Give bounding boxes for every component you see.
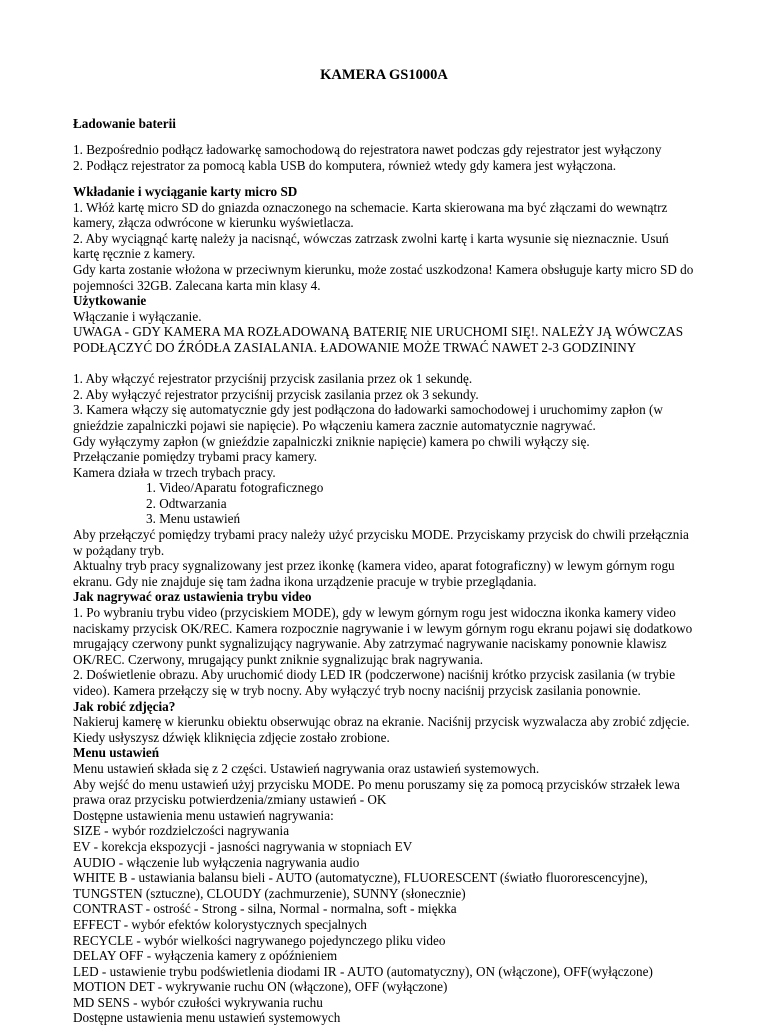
- power-paragraph: 3. Kamera włączy się automatycznie gdy jest podłączona do ładowarki samochodowej i uruchomimy zapłon (w gnieździe zapalniczki pojawi sie napięcie). Po włączeniu kamera zacznie automatycznie nagrywać.: [73, 402, 663, 433]
- power-paragraph: 1. Aby włączyć rejestrator przyciśnij przycisk zasilania przez ok 1 sekundę.: [73, 371, 473, 387]
- menu-setting: CONTRAST - ostrość - Strong - silna, Normal - normalna, soft - miękka: [73, 901, 457, 917]
- sd-paragraph: Gdy karta zostanie włożona w przeciwnym kierunku, może zostać uszkodzona! Kamera obsługuje karty micro SD do pojemności 32GB. Zalecana karta min klasy 4.: [73, 261, 694, 293]
- menu-heading: Menu ustawień: [73, 745, 160, 761]
- main-content: [73, 184, 698, 1026]
- charging-list: [73, 142, 698, 173]
- mode-list-item: 1. Video/Aparatu fotograficznego: [146, 480, 324, 496]
- menu-setting: MOTION DET - wykrywanie ruchu ON (włączone), OFF (wyłączone): [73, 979, 448, 995]
- power-paragraph: Aktualny tryb pracy sygnalizowany jest przez ikonkę (kamera video, aparat fotograficzny) w lewym górnym rogu ekranu. Gdy nie znajduje się tam żadna ikona urządzenie pracuje w trybie przeglądania.: [73, 558, 675, 589]
- charging-item: 1. Bezpośrednio podłącz ładowarkę samochodową do rejestratora nawet podczas gdy rejestrator jest wyłączony: [73, 142, 662, 157]
- usage-heading: Użytkowanie: [73, 293, 147, 309]
- mode-list-item: 3. Menu ustawień: [146, 511, 241, 527]
- menu-setting: LED - ustawienie trybu podświetlenia diodami IR - AUTO (automatyczny), ON (włączone), OFF(wyłączone): [73, 963, 653, 979]
- recording-paragraph: 1. Po wybraniu trybu video (przyciskiem MODE), gdy w lewym górnym rogu jest widoczna ikonka kamery video naciskamy przycisk OK/REC. Kamera rozpocznie nagrywanie i w lewym górnym rogu ekranu pojawi się dodatkowo mrugający czerwony punkt sygnalizujący nagrywanie. Aby zatrzymać nagrywanie naciskamy ponownie klawisz OK/REC. Czerwony, mrugający punkt zniknie sygnalizując brak nagrywania.: [73, 605, 693, 667]
- menu-setting: WHITE B - ustawiania balansu bieli - AUTO (automatyczne), FLUORESCENT (światło fluororescencyjne), TUNGSTEN (sztuczne), CLOUDY (zachmurzenie), SUNNY (słonecznie): [73, 870, 648, 901]
- power-paragraph: Aby przełączyć pomiędzy trybami pracy należy użyć przycisku MODE. Przyciskamy przycisk do chwili przełącznia w pożądany tryb.: [73, 527, 689, 558]
- recording-paragraph: 2. Doświetlenie obrazu. Aby uruchomić diody LED IR (podczerwone) naciśnij krótko przycisk zasilania (w trybie video). Kamera przełączy się w tryb nocny. Aby wyłączyć tryb nocny naciśnij przycisk zasilania ponownie.: [73, 667, 676, 698]
- photo-heading: Jak robić zdjęcia?: [73, 698, 176, 714]
- charging-item: 2. Podłącz rejestrator za pomocą kabla USB do komputera, również wtedy gdy kamera jest wyłączona.: [73, 157, 617, 173]
- menu-setting: DELAY OFF - wyłączenia kamery z opóźnieniem: [73, 948, 338, 964]
- menu-setting: EFFECT - wybór efektów kolorystycznych specjalnych: [73, 916, 367, 932]
- menu-setting: RECYCLE - wybór wielkości nagrywanego pojedynczego pliku video: [73, 932, 446, 948]
- menu-paragraph: Dostępne ustawienia menu ustawień systemowych: [73, 1010, 341, 1026]
- power-paragraph: Kamera działa w trzech trybach pracy.: [73, 464, 276, 480]
- menu-paragraph: Aby wejść do menu ustawień użyj przycisku MODE. Po menu poruszamy się za pomocą przycisków strzałek lewa prawa oraz przycisku potwierdzenia/zmiany ustawień - OK: [73, 776, 680, 808]
- menu-setting: MD SENS - wybór czułości wykrywania ruchu: [73, 994, 323, 1010]
- photo-paragraph: Nakieruj kamerę w kierunku obiektu obserwując obraz na ekranie. Naciśnij przycisk wyzwalacza aby zrobić zdjęcie.: [73, 714, 690, 730]
- menu-setting: EV - korekcja ekspozycji - jasności nagrywania w stopniach EV: [73, 838, 413, 854]
- menu-paragraph: Dostępne ustawienia menu ustawień nagrywania:: [73, 807, 334, 823]
- charging-heading: Ładowanie baterii: [73, 116, 176, 131]
- mode-list-item: 2. Odtwarzania: [146, 495, 227, 511]
- document-title: KAMERA GS1000A: [320, 67, 448, 83]
- sd-paragraph: 1. Włóż kartę micro SD do gniazda oznaczonego na schemacie. Karta skierowana ma być złączami do wewnątrz kamery, złącza odwrócone w kierunku wyświetlacza.: [73, 199, 668, 231]
- photo-paragraph: Kiedy usłyszysz dźwięk kliknięcia zdjęcie zostało zrobione.: [73, 729, 390, 745]
- sd-heading: Wkładanie i wyciąganie karty micro SD: [73, 184, 298, 199]
- power-paragraph: Gdy wyłączymy zapłon (w gnieździe zapalniczki zniknie napięcie) kamera po chwili wyłączy się.: [73, 433, 590, 449]
- recording-heading: Jak nagrywać oraz ustawienia trybu video: [73, 589, 312, 605]
- usage-warning: UWAGA - GDY KAMERA MA ROZŁADOWANĄ BATERIĘ NIE URUCHOMI SIĘ!. NALEŻY JĄ WÓWCZAS PODŁĄCZYĆ DO ŹRÓDŁA ZASIALANIA. ŁADOWANIE MOŻE TRWAĆ NAWET 2-3 GODZININY: [73, 324, 684, 355]
- usage-paragraph: Włączanie i wyłączanie.: [73, 308, 202, 324]
- power-paragraph: 2. Aby wyłączyć rejestrator przyciśnij przycisk zasilania przez ok 3 sekundy.: [73, 386, 479, 402]
- power-paragraph: Przełączanie pomiędzy trybami pracy kamery.: [73, 449, 318, 465]
- charging-section: [73, 116, 698, 132]
- menu-paragraph: Menu ustawień składa się z 2 części. Ustawień nagrywania oraz ustawień systemowych.: [73, 760, 540, 776]
- menu-setting: AUDIO - włączenie lub wyłączenia nagrywania audio: [73, 854, 360, 870]
- menu-setting: SIZE - wybór rozdzielczości nagrywania: [73, 823, 290, 839]
- sd-paragraph: 2. Aby wyciągnąć kartę należy ja nacisnąć, wówczas zatrzask zwolni kartę i karta wysunie się nieznacznie. Usuń kartę ręcznie z kamery.: [73, 230, 669, 262]
